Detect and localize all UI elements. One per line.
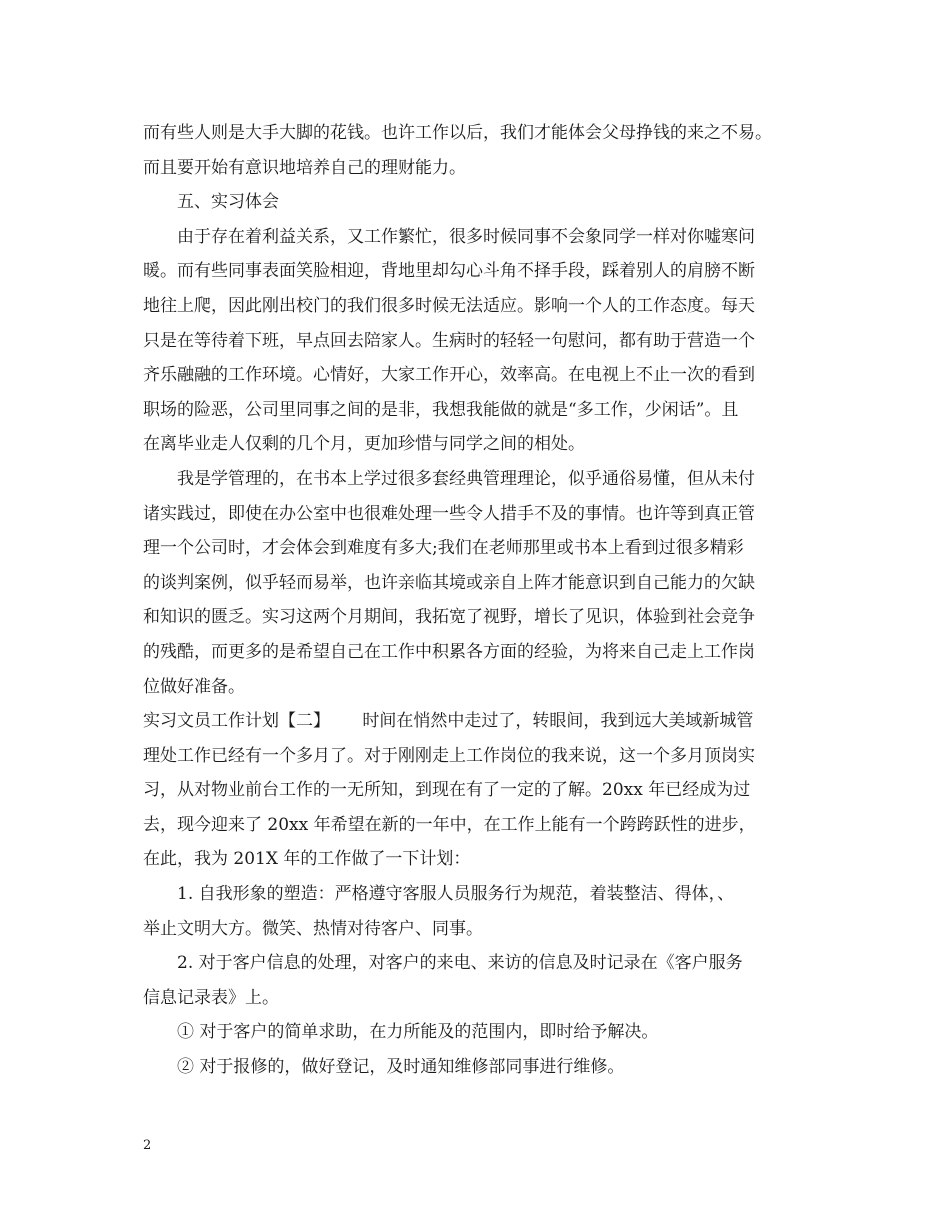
text-line: 的残酷，而更多的是希望自己在工作中积累各方面的经验，为将来自己走上工作岗	[143, 641, 755, 662]
text-line: 去，现今迎来了 20xx 年希望在新的一年中，在工作上能有一个跨跨跃性的进步，	[143, 814, 756, 835]
text-line: 位做好准备。	[143, 676, 245, 697]
text-line: 在离毕业走人仅剩的几个月，更加珍惜与同学之间的相处。	[143, 434, 585, 455]
text-line: 的谈判案例，似乎轻而易举，也许亲临其境或亲自上阵才能意识到自己能力的欠缺	[143, 572, 755, 593]
section-title-line: 实习文员工作计划【二】 时间在悄然中走过了，转眼间，我到远大美域新城管	[143, 711, 754, 732]
section-heading: 五、实习体会	[177, 192, 279, 213]
list-item: ② 对于报修的，做好登记，及时通知维修部同事进行维修。	[177, 1057, 625, 1078]
text-line: 而有些人则是大手大脚的花钱。也许工作以后，我们才能体会父母挣钱的来之不易。	[143, 123, 772, 143]
text-line: 暖。而有些同事表面笑脸相迎，背地里却勾心斗角不择手段，踩着别人的肩膀不断	[143, 261, 755, 282]
text-line: 地往上爬，因此刚出校门的我们很多时候无法适应。影响一个人的工作态度。每天	[143, 295, 755, 316]
text-line: 习，从对物业前台工作的一无所知，到现在有了一定的了解。20xx 年已经成为过	[143, 780, 751, 801]
text-line: 诸实践过，即使在办公室中也很难处理一些令人措手不及的事情。也许等到真正管	[143, 503, 755, 524]
list-item: 2. 对于客户信息的处理，对客户的来电、来访的信息及时记录在《客户服务	[177, 953, 743, 974]
text-line: 齐乐融融的工作环境。心情好，大家工作开心，效率高。在电视上不止一次的看到	[143, 365, 755, 386]
text-line: 在此，我为 201X 年的工作做了一下计划：	[143, 849, 471, 870]
list-item: 1. 自我形象的塑造：严格遵守客服人员服务行为规范，着装整洁、得体，、	[177, 884, 735, 905]
body-text	[143, 116, 823, 1085]
text-line: 理一个公司时，才会体会到难度有多大;我们在老师那里或书本上看到过很多精彩	[143, 538, 744, 559]
page-number: 2	[143, 1138, 152, 1153]
text-line: 而且要开始有意识地培养自己的理财能力。	[143, 157, 466, 178]
text-line: 举止文明大方。微笑、热情对待客户、同事。	[143, 918, 483, 939]
text-line: 理处工作已经有一个多月了。对于刚刚走上工作岗位的我来说，这一个多月顶岗实	[143, 745, 755, 766]
text-line: 职场的险恶，公司里同事之间的是非，我想我能做的就是“多工作，少闲话”。且	[143, 399, 739, 420]
list-item: ① 对于客户的简单求助，在力所能及的范围内，即时给予解决。	[177, 1022, 659, 1043]
text-line: 只是在等待着下班，早点回去陪家人。生病时的轻轻一句慰问，都有助于营造一个	[143, 330, 755, 351]
text-line: 由于存在着利益关系，又工作繁忙，很多时候同事不会象同学一样对你嘘寒问	[177, 226, 755, 247]
text-line: 和知识的匮乏。实习这两个月期间，我拓宽了视野，增长了见识，体验到社会竞争	[143, 607, 755, 628]
text-line: 信息记录表》上。	[143, 987, 279, 1008]
text-line: 我是学管理的，在书本上学过很多套经典管理理论，似乎通俗易懂，但从未付	[177, 468, 755, 489]
